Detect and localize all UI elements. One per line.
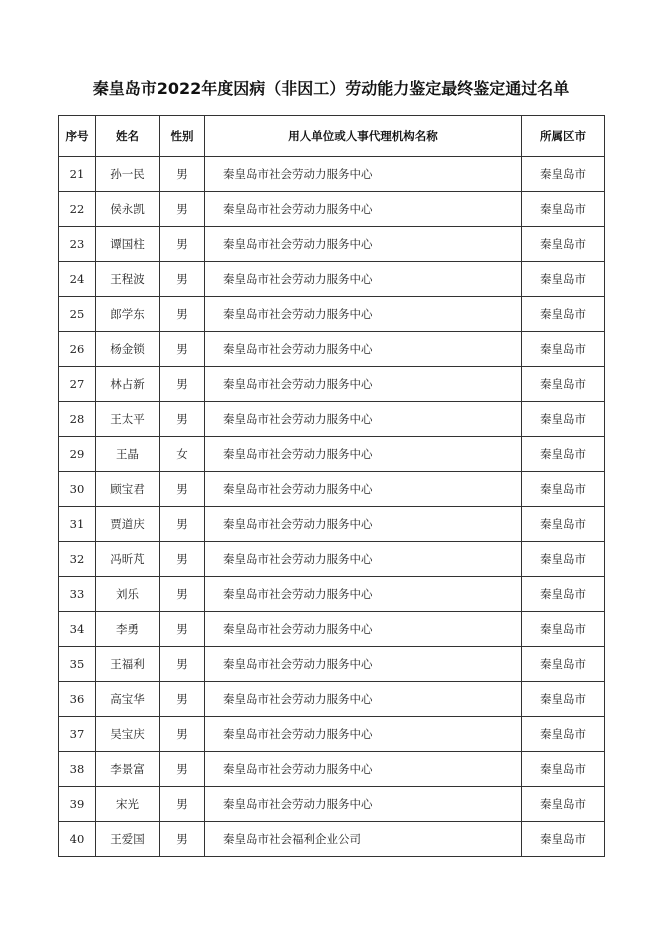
header-name: 姓名 (96, 116, 160, 157)
table-row (59, 192, 605, 227)
cell-name: 侯永凯 (96, 192, 160, 227)
table-row (59, 157, 605, 192)
cell-gender: 男 (160, 787, 205, 822)
header-employer: 用人单位或人事代理机构名称 (205, 116, 522, 157)
cell-employer: 秦皇岛市社会劳动力服务中心 (205, 297, 522, 332)
cell-serial-number: 23 (59, 227, 96, 262)
table-row (59, 472, 605, 507)
cell-employer: 秦皇岛市社会劳动力服务中心 (205, 402, 522, 437)
cell-name: 王晶 (96, 437, 160, 472)
table-row (59, 402, 605, 437)
table-row (59, 647, 605, 682)
cell-serial-number: 32 (59, 542, 96, 577)
cell-district: 秦皇岛市 (522, 297, 605, 332)
table-row (59, 542, 605, 577)
cell-district: 秦皇岛市 (522, 402, 605, 437)
cell-gender: 女 (160, 437, 205, 472)
cell-name: 刘乐 (96, 577, 160, 612)
table-row (59, 787, 605, 822)
cell-district: 秦皇岛市 (522, 157, 605, 192)
header-serial-number: 序号 (59, 116, 96, 157)
cell-serial-number: 38 (59, 752, 96, 787)
cell-serial-number: 35 (59, 647, 96, 682)
table-row (59, 297, 605, 332)
cell-gender: 男 (160, 822, 205, 857)
cell-district: 秦皇岛市 (522, 332, 605, 367)
cell-employer: 秦皇岛市社会劳动力服务中心 (205, 437, 522, 472)
cell-district: 秦皇岛市 (522, 647, 605, 682)
cell-district: 秦皇岛市 (522, 227, 605, 262)
header-district: 所属区市 (522, 116, 605, 157)
table-row (59, 262, 605, 297)
cell-employer: 秦皇岛市社会劳动力服务中心 (205, 472, 522, 507)
cell-gender: 男 (160, 577, 205, 612)
cell-district: 秦皇岛市 (522, 612, 605, 647)
cell-name: 谭国柱 (96, 227, 160, 262)
cell-serial-number: 34 (59, 612, 96, 647)
table-row (59, 227, 605, 262)
table-row (59, 717, 605, 752)
cell-name: 李景富 (96, 752, 160, 787)
cell-employer: 秦皇岛市社会劳动力服务中心 (205, 507, 522, 542)
cell-gender: 男 (160, 157, 205, 192)
table-row (59, 682, 605, 717)
table-body (59, 157, 605, 857)
cell-gender: 男 (160, 297, 205, 332)
cell-name: 吴宝庆 (96, 717, 160, 752)
cell-name: 贾道庆 (96, 507, 160, 542)
cell-gender: 男 (160, 682, 205, 717)
cell-employer: 秦皇岛市社会劳动力服务中心 (205, 192, 522, 227)
header-gender: 性别 (160, 116, 205, 157)
cell-serial-number: 40 (59, 822, 96, 857)
table-row (59, 822, 605, 857)
cell-serial-number: 24 (59, 262, 96, 297)
table-row (59, 577, 605, 612)
cell-serial-number: 29 (59, 437, 96, 472)
cell-name: 王程波 (96, 262, 160, 297)
cell-gender: 男 (160, 402, 205, 437)
cell-serial-number: 26 (59, 332, 96, 367)
cell-employer: 秦皇岛市社会劳动力服务中心 (205, 612, 522, 647)
cell-employer: 秦皇岛市社会劳动力服务中心 (205, 262, 522, 297)
cell-employer: 秦皇岛市社会劳动力服务中心 (205, 787, 522, 822)
cell-serial-number: 30 (59, 472, 96, 507)
cell-gender: 男 (160, 612, 205, 647)
table-row (59, 332, 605, 367)
cell-gender: 男 (160, 367, 205, 402)
cell-district: 秦皇岛市 (522, 787, 605, 822)
cell-gender: 男 (160, 542, 205, 577)
page-title: 秦皇岛市2022年度因病（非因工）劳动能力鉴定最终鉴定通过名单 (92, 79, 570, 98)
table-header-row (59, 116, 605, 157)
cell-name: 高宝华 (96, 682, 160, 717)
cell-district: 秦皇岛市 (522, 437, 605, 472)
cell-district: 秦皇岛市 (522, 822, 605, 857)
cell-gender: 男 (160, 752, 205, 787)
cell-name: 郎学东 (96, 297, 160, 332)
cell-gender: 男 (160, 717, 205, 752)
cell-name: 冯昕芃 (96, 542, 160, 577)
cell-employer: 秦皇岛市社会劳动力服务中心 (205, 682, 522, 717)
cell-employer: 秦皇岛市社会劳动力服务中心 (205, 752, 522, 787)
cell-gender: 男 (160, 472, 205, 507)
cell-name: 王爱国 (96, 822, 160, 857)
cell-gender: 男 (160, 262, 205, 297)
cell-employer: 秦皇岛市社会劳动力服务中心 (205, 717, 522, 752)
table-row (59, 437, 605, 472)
cell-gender: 男 (160, 227, 205, 262)
table-row (59, 612, 605, 647)
cell-employer: 秦皇岛市社会劳动力服务中心 (205, 542, 522, 577)
cell-district: 秦皇岛市 (522, 507, 605, 542)
cell-name: 林占新 (96, 367, 160, 402)
cell-name: 王太平 (96, 402, 160, 437)
cell-name: 杨金锁 (96, 332, 160, 367)
cell-employer: 秦皇岛市社会劳动力服务中心 (205, 367, 522, 402)
cell-serial-number: 31 (59, 507, 96, 542)
cell-serial-number: 39 (59, 787, 96, 822)
cell-district: 秦皇岛市 (522, 367, 605, 402)
cell-serial-number: 22 (59, 192, 96, 227)
cell-name: 宋光 (96, 787, 160, 822)
cell-name: 顾宝君 (96, 472, 160, 507)
cell-serial-number: 33 (59, 577, 96, 612)
cell-gender: 男 (160, 192, 205, 227)
cell-district: 秦皇岛市 (522, 472, 605, 507)
table-row (59, 507, 605, 542)
cell-employer: 秦皇岛市社会劳动力服务中心 (205, 647, 522, 682)
cell-employer: 秦皇岛市社会劳动力服务中心 (205, 227, 522, 262)
cell-name: 孙一民 (96, 157, 160, 192)
cell-serial-number: 25 (59, 297, 96, 332)
cell-name: 李勇 (96, 612, 160, 647)
cell-district: 秦皇岛市 (522, 577, 605, 612)
cell-district: 秦皇岛市 (522, 542, 605, 577)
cell-district: 秦皇岛市 (522, 752, 605, 787)
cell-employer: 秦皇岛市社会福利企业公司 (205, 822, 522, 857)
cell-district: 秦皇岛市 (522, 262, 605, 297)
cell-district: 秦皇岛市 (522, 717, 605, 752)
cell-gender: 男 (160, 332, 205, 367)
cell-serial-number: 21 (59, 157, 96, 192)
cell-employer: 秦皇岛市社会劳动力服务中心 (205, 332, 522, 367)
cell-employer: 秦皇岛市社会劳动力服务中心 (205, 577, 522, 612)
table-row (59, 367, 605, 402)
cell-serial-number: 27 (59, 367, 96, 402)
cell-gender: 男 (160, 507, 205, 542)
cell-district: 秦皇岛市 (522, 192, 605, 227)
table-row (59, 752, 605, 787)
cell-serial-number: 36 (59, 682, 96, 717)
cell-employer: 秦皇岛市社会劳动力服务中心 (205, 157, 522, 192)
cell-name: 王福利 (96, 647, 160, 682)
cell-district: 秦皇岛市 (522, 682, 605, 717)
cell-gender: 男 (160, 647, 205, 682)
cell-serial-number: 37 (59, 717, 96, 752)
appraisal-list-table (58, 115, 605, 857)
cell-serial-number: 28 (59, 402, 96, 437)
